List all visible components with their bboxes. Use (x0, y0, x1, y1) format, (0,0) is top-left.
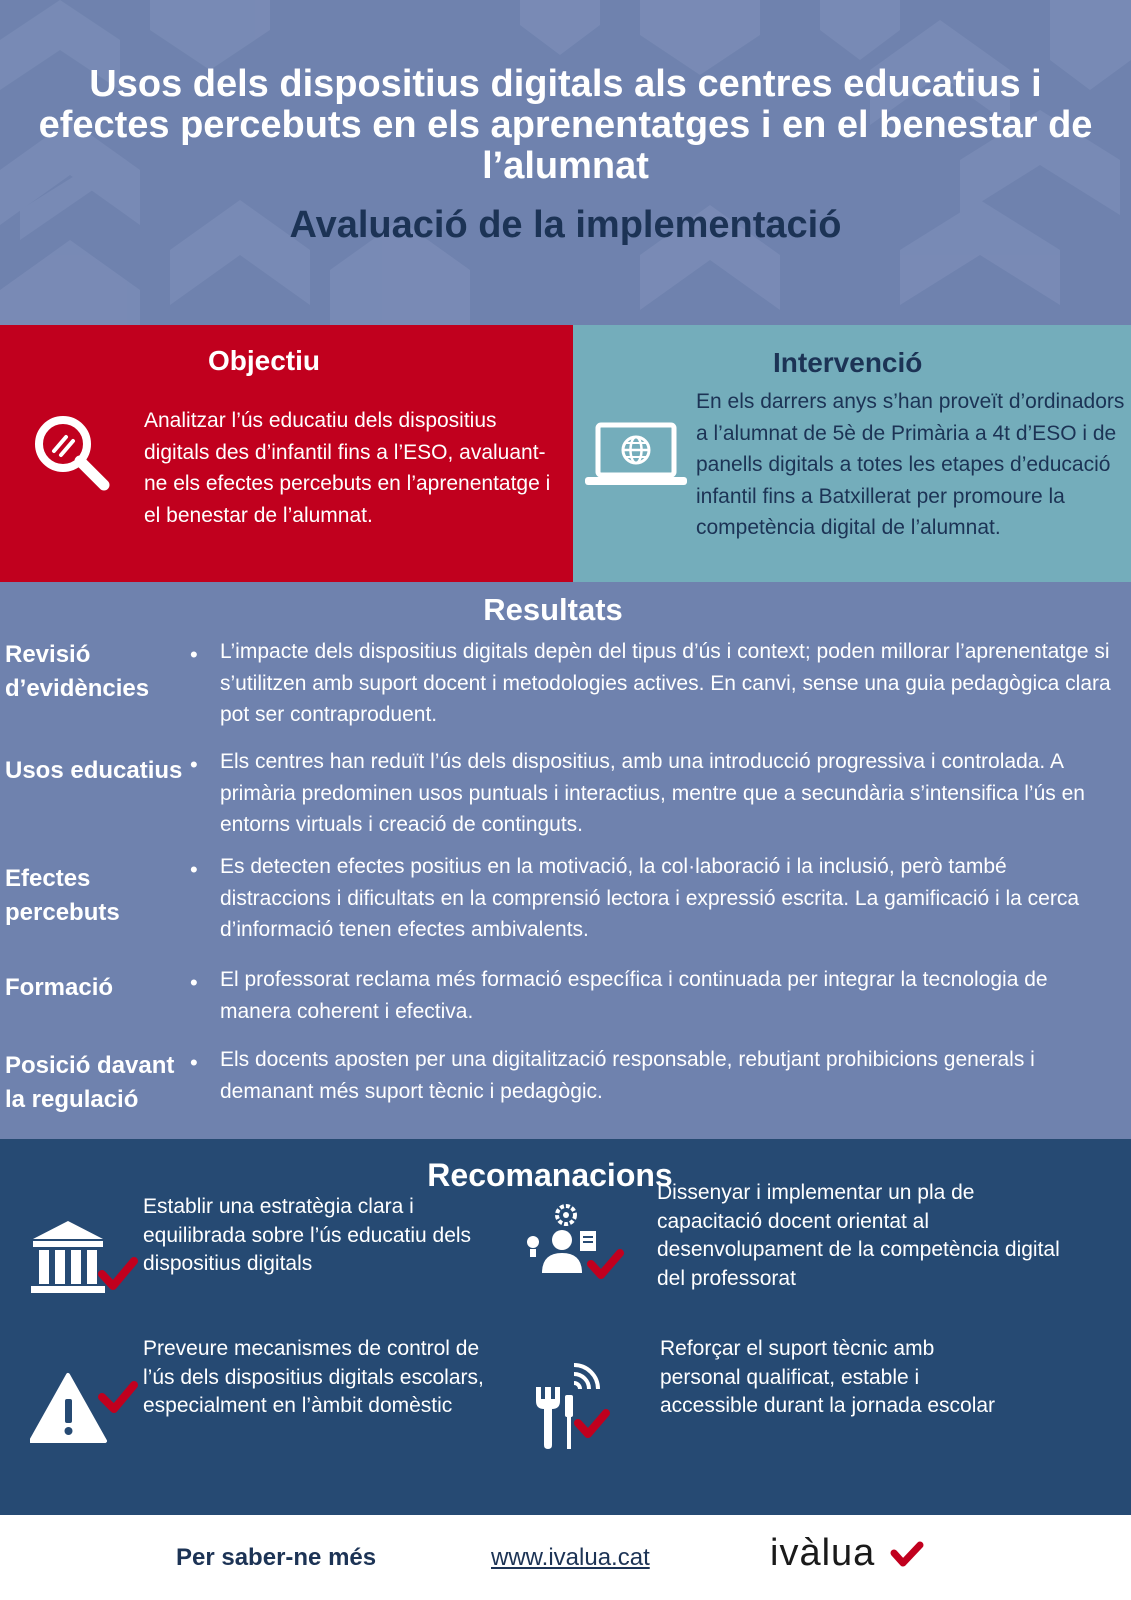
header-banner (0, 0, 1131, 325)
logo-check-icon (890, 1541, 924, 1574)
result-text: Els docents aposten per una digitalització responsable, rebutjant prohibicions generals i demanant més suport tècnic i pedagògic. (220, 1048, 1035, 1103)
recommendation-text: Establir una estratègia clara i equilibrada sobre l’ús educatiu dels dispositius digitals (143, 1195, 472, 1275)
result-label: Revisió d’evidències (5, 641, 150, 702)
bullet: • (190, 752, 198, 777)
result-label: Formació (5, 974, 114, 1001)
more-info-label: Per saber-ne més (176, 1544, 377, 1571)
bullet: • (190, 642, 198, 667)
warning-icon (30, 1371, 140, 1456)
bullet: • (190, 1050, 198, 1075)
objectiu-panel (0, 325, 573, 582)
recommendation-text: Reforçar el suport tècnic amb personal qualificat, estable i accessible durant la jornada escolar (660, 1337, 996, 1417)
page-title: Usos dels dispositius digitals als centres educatius i efectes percebuts en els aprenentatges i en el benestar de l’alumnat (38, 63, 1093, 187)
teacher-training-icon (525, 1201, 635, 1296)
magnifier-icon (30, 411, 114, 500)
result-text: El professorat reclama més formació específica i continuada per integrar la tecnologia de manera coherent i efectiva. (220, 968, 1048, 1023)
website-link[interactable]: www.ivalua.cat (491, 1544, 650, 1571)
tools-wifi-icon (530, 1357, 630, 1462)
objectiu-text: Analitzar l’ús educatiu dels dispositius digitals des d’infantil fins a l’ESO, avaluant-ne els efectes percebuts en l’aprenentatge i el benestar de l’alumnat. (144, 409, 551, 527)
recomanacions-title: Recomanacions (427, 1157, 673, 1193)
intervencio-text: En els darrers anys s’han proveït d’ordinadors a l’alumnat de 5è de Primària a 4t d’ESO i de panells digitals a totes les etapes d’educació infantil fins a Batxillerat per promoure la competència digital de l’alumnat. (696, 390, 1125, 539)
intervencio-title: Intervenció (773, 347, 923, 378)
result-text: Es detecten efectes positius en la motivació, la col·laboració i la inclusió, però també distraccions i dificultats en la comprensió lectora i expressió escrita. La gamificació i la cerca d’informació tenen efectes ambivalents. (220, 855, 1080, 941)
bullet: • (190, 857, 198, 882)
result-label: Efectes percebuts (5, 865, 120, 926)
resultats-title: Resultats (483, 592, 623, 627)
result-label: Posició davant la regulació (5, 1052, 175, 1113)
page-subtitle: Avaluació de la implementació (289, 204, 842, 246)
result-label: Usos educatius (5, 757, 183, 784)
result-text: Els centres han reduït l’ús dels dispositius, amb una introducció progressiva i controlada. A primària predominen usos puntuals i interactius, mentre que a secundària s’intensifica l’ús en entorns virtuals i creació de continguts. (220, 750, 1085, 836)
objectiu-title: Objectiu (208, 345, 321, 376)
recommendation-text: Preveure mecanismes de control de l’ús dels dispositius digitals escolars, especialment en l’àmbit domèstic (143, 1337, 484, 1417)
recommendation-text: Dissenyar i implementar un pla de capacitació docent orientat al desenvolupament de la competència digital del professorat (657, 1181, 1060, 1290)
laptop-globe-icon (583, 421, 689, 496)
result-text: L’impacte dels dispositius digitals depèn del tipus d’ús i context; poden millorar l’aprenentatge si s’utilitzen amb suport docent i metodologies actives. En canvi, sense una guia pedagògica clara pot ser contraproduent. (220, 640, 1111, 726)
intervencio-panel (573, 325, 1131, 582)
recomanacions-section (0, 1139, 1131, 1515)
institution-icon (30, 1219, 140, 1304)
footer (0, 1515, 1131, 1600)
bullet: • (190, 970, 198, 995)
ivalua-logo: ivàlua (770, 1532, 876, 1574)
resultats-section (0, 582, 1131, 1139)
